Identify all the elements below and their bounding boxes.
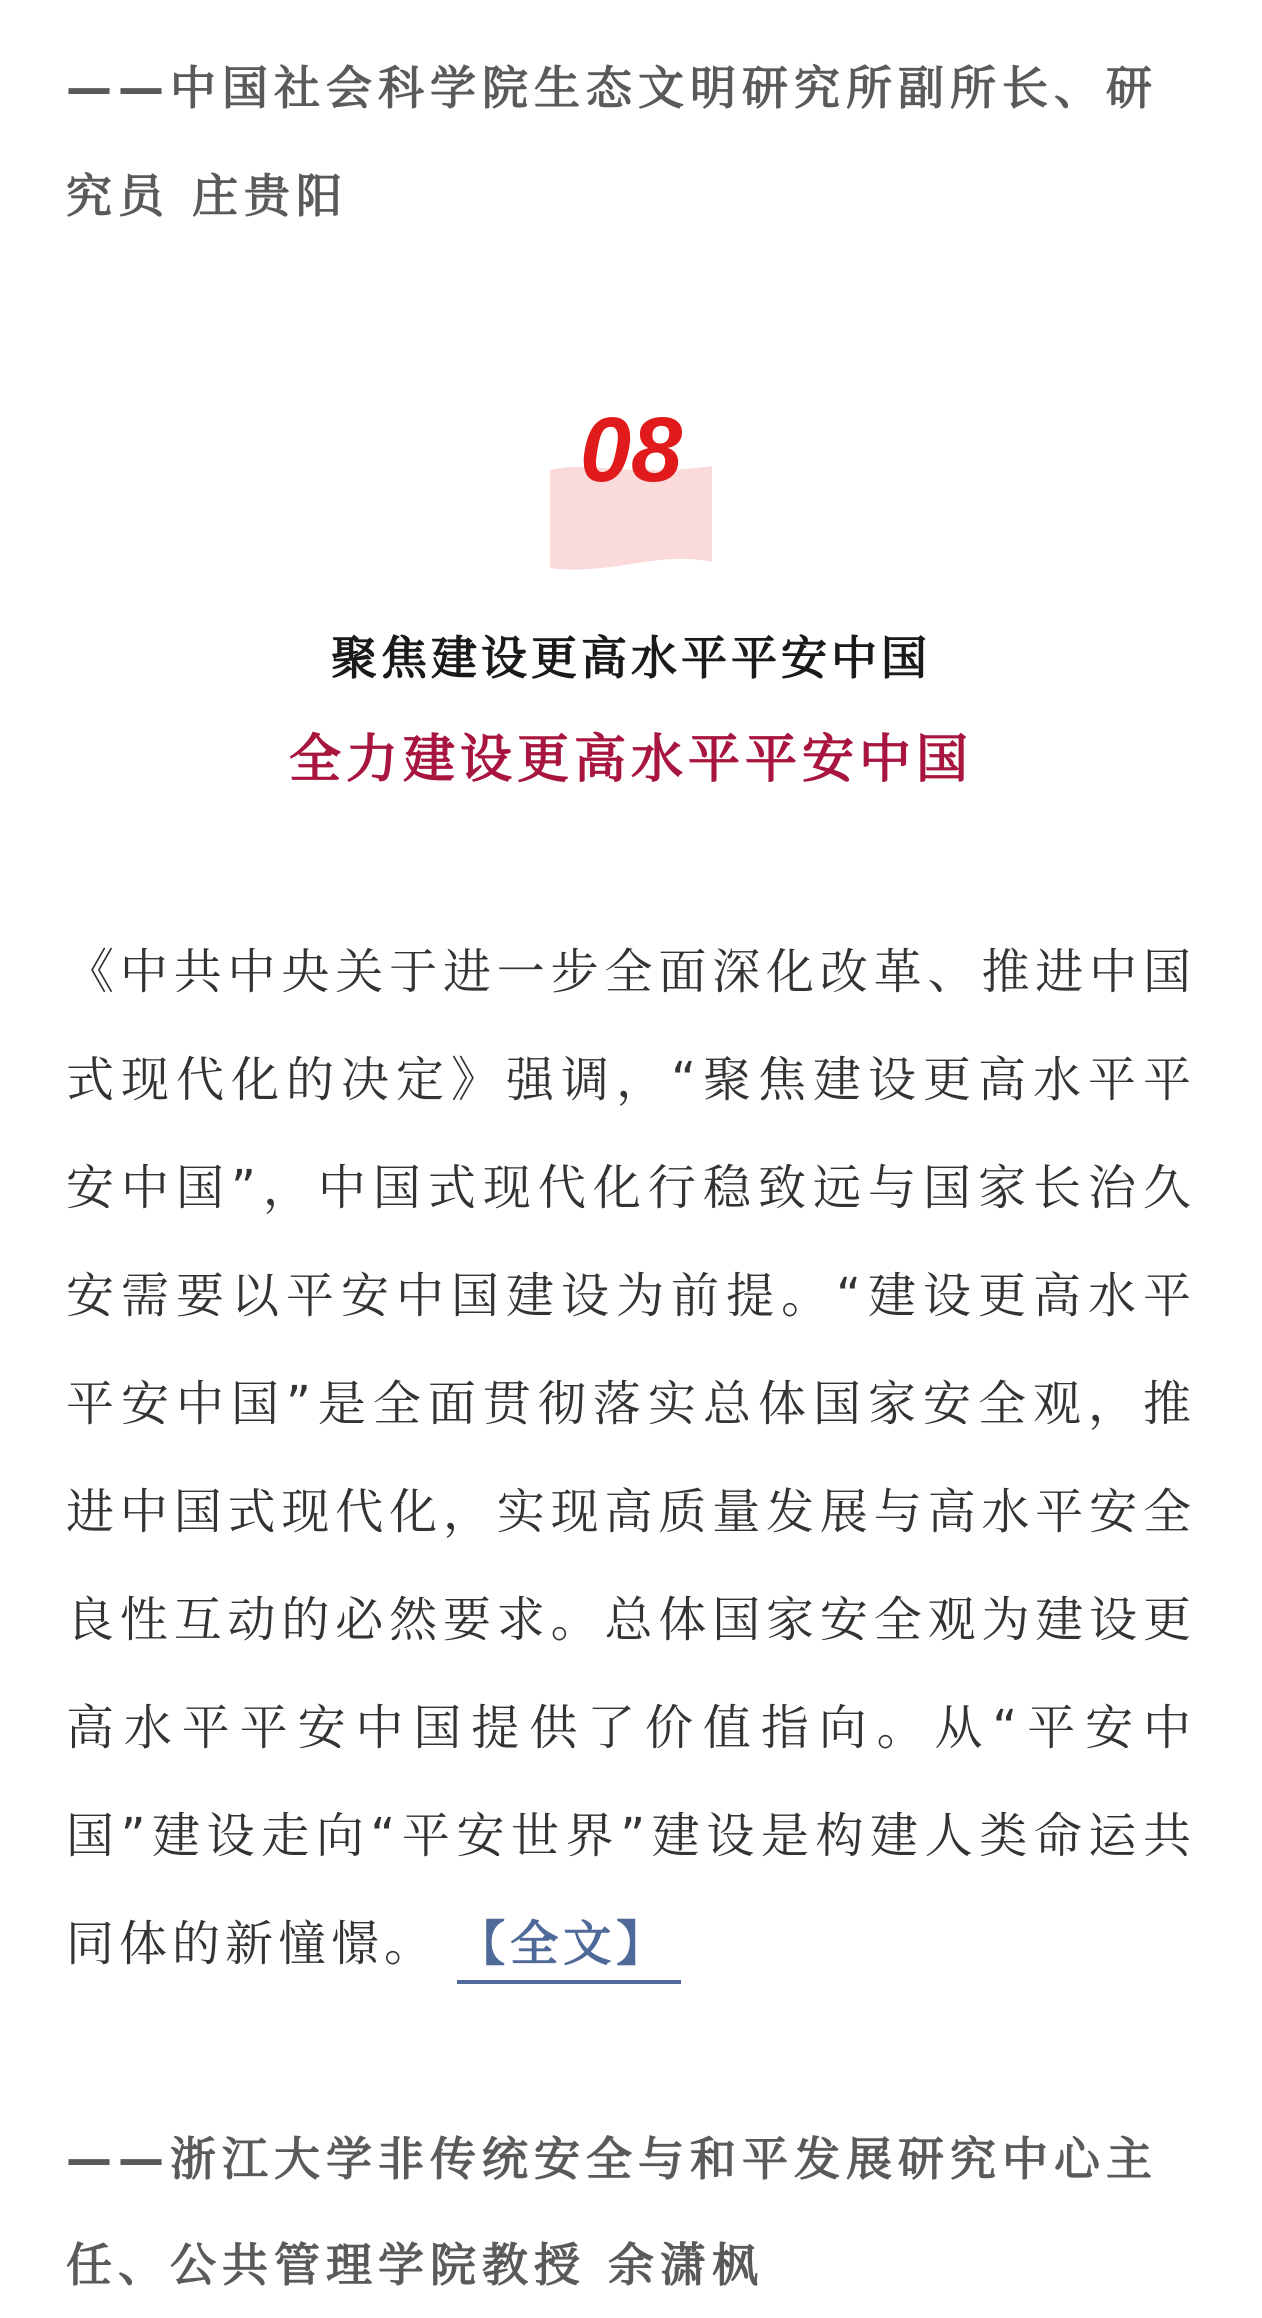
section-title: 全力建设更高水平平安中国: [288, 730, 973, 790]
section-number: 08: [579, 399, 683, 501]
author-attribution-top: ——中国社会科学院生态文明研究所副所长、研究员 庄贵阳: [66, 61, 1158, 223]
full-text-link[interactable]: 【全文】: [457, 1916, 681, 1984]
section-number-badge: [550, 400, 712, 580]
author-attribution-bottom: ——浙江大学非传统安全与和平发展研究中心主任、公共管理学院教授 余潇枫: [66, 2132, 1158, 2292]
section-subtitle: 聚焦建设更高水平平安中国: [331, 631, 931, 685]
article-body: [66, 918, 1196, 1998]
article-body-text: 《中共中央关于进一步全面深化改革、推进中国式现代化的决定》强调，“聚焦建设更高水平平安中国”，中国式现代化行稳致远与国家长治久安需要以平安中国建设为前提。“建设更高水平平安中国”是全面贯彻落实总体国家安全观，推进中国式现代化，实现高质量发展与高水平安全良性互动的必然要求。总体国家安全观为建设更高水平平安中国提供了价值指向。从“平安中国”建设走向“平安世界”建设是构建人类命运共同体的新憧憬。: [66, 944, 1196, 1972]
